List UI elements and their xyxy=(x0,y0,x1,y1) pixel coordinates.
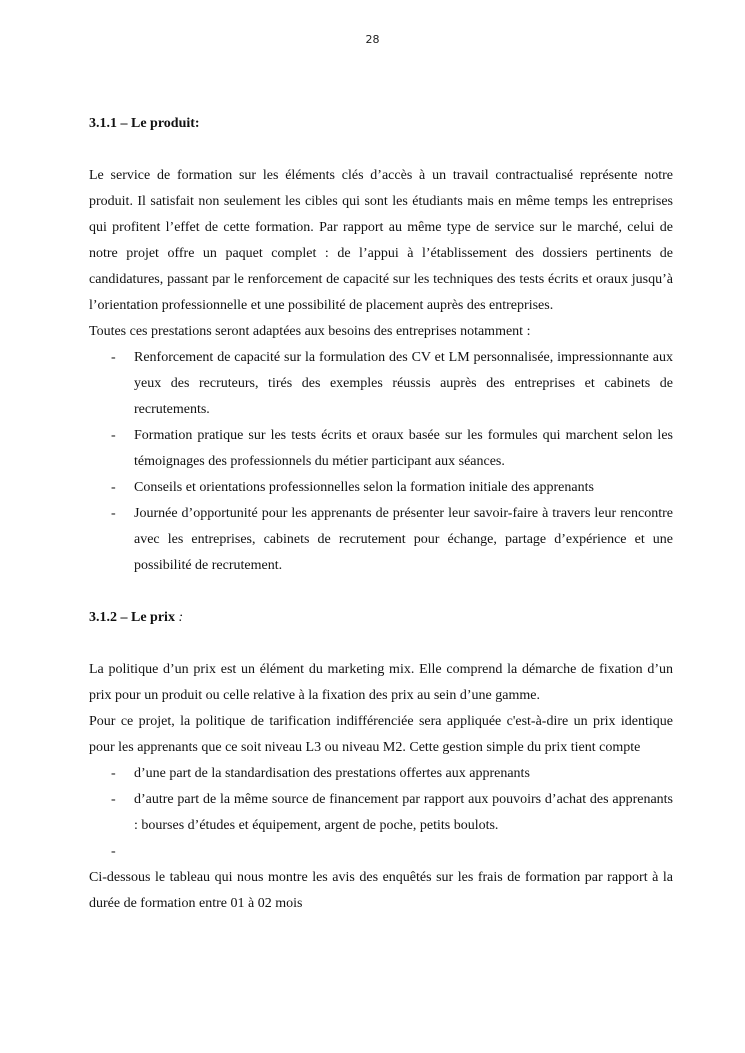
dash-bullet: - xyxy=(111,792,116,807)
list-item-text: d’autre part de la même source de financement par rapport aux pouvoirs d’achat des apprenants : bourses d’études et équipement, argent de poche, petits boulots. xyxy=(134,792,673,833)
list-item xyxy=(89,423,673,475)
section-heading-prix xyxy=(89,605,673,631)
paragraph-tableau-intro: Ci-dessous le tableau qui nous montre les avis des enquêtés sur les frais de formation par rapport à la durée de formation entre 01 à 02 mois xyxy=(89,870,673,911)
dash-bullet: - xyxy=(111,428,116,443)
list-item xyxy=(89,345,673,423)
section-heading-prix-colon: : xyxy=(178,610,184,625)
paragraph-prestations: Toutes ces prestations seront adaptées aux besoins des entreprises notamment : xyxy=(89,324,531,339)
dash-bullet: - xyxy=(111,480,116,495)
dash-bullet: - xyxy=(111,766,116,781)
section-heading-produit: 3.1.1 – Le produit: xyxy=(89,116,200,131)
dash-bullet: - xyxy=(111,350,116,365)
list-item xyxy=(89,501,673,579)
list-item-text: Formation pratique sur les tests écrits et oraux basée sur les formules qui marchent selon les témoignages des professionnels du métier participant aux séances. xyxy=(134,428,673,469)
list-item-text: Journée d’opportunité pour les apprenants de présenter leur savoir-faire à travers leur rencontre avec les entreprises, cabinets de recrutement pour échange, partage d’expérience et une possibilité de recrutement. xyxy=(134,506,673,573)
dash-bullet: - xyxy=(111,506,116,521)
prix-list xyxy=(89,761,673,865)
list-item-empty xyxy=(89,839,673,865)
page-number: 28 xyxy=(365,33,380,46)
list-item-text: d’une part de la standardisation des prestations offertes aux apprenants xyxy=(134,766,530,781)
prestations-list xyxy=(89,345,673,579)
page-content xyxy=(89,111,673,917)
list-item-text: Renforcement de capacité sur la formulation des CV et LM personnalisée, impressionnante aux yeux des recruteurs, tirés des exemples réussis auprès des entreprises et cabinets de recrutements. xyxy=(134,350,673,417)
paragraph-prix-politique: Pour ce projet, la politique de tarification indifférenciée sera appliquée c'est-à-dire un prix identique pour les apprenants que ce soit niveau L3 ou niveau M2. Cette gestion simple du prix tient compte xyxy=(89,714,673,755)
paragraph-prix-definition: La politique d’un prix est un élément du marketing mix. Elle comprend la démarche de fixation d’un prix pour un produit ou celle relative à la fixation des prix au sein d’une gamme. xyxy=(89,662,673,703)
paragraph-produit-intro: Le service de formation sur les éléments clés d’accès à un travail contractualisé représente notre produit. Il satisfait non seulement les cibles qui sont les étudiants mais en même temps les entreprises qui profitent l’effet de cette formation. Par rapport au même type de service sur le marché, celui de notre projet offre un paquet complet : de l’appui à l’établissement des dossiers pertinents de candidatures, passant par le renforcement de capacité sur les techniques des tests écrits et oraux jusqu’à l’orientation professionnelle et une possibilité de placement auprès des entreprises. xyxy=(89,168,673,313)
list-item xyxy=(89,761,673,787)
list-item xyxy=(89,787,673,839)
list-item-text: Conseils et orientations professionnelles selon la formation initiale des apprenants xyxy=(134,480,594,495)
dash-bullet: - xyxy=(111,844,116,859)
section-heading-prix-text: 3.1.2 – Le prix xyxy=(89,610,175,625)
list-item xyxy=(89,475,673,501)
